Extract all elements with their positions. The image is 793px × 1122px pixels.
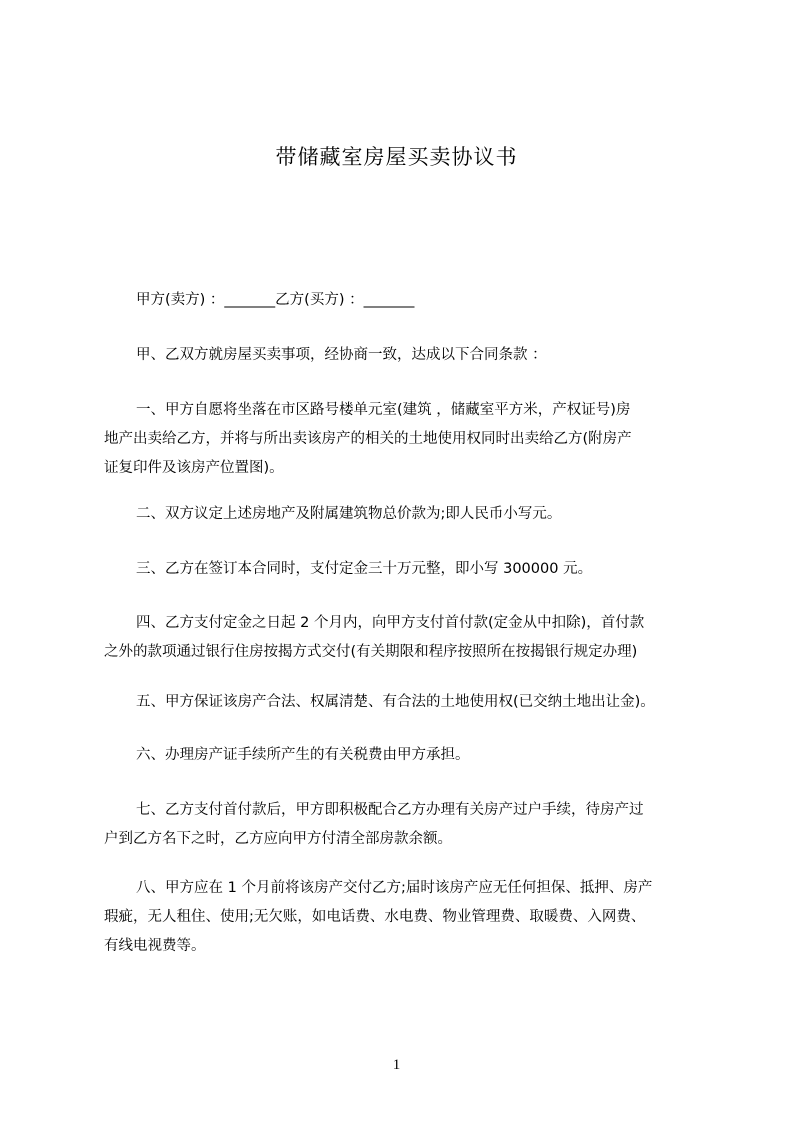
clause-7	[104, 796, 704, 854]
clause-line: 一、甲方自愿将坐落在市区路号楼单元室(建筑 ，储藏室平方米，产权证号)房	[136, 402, 631, 418]
parties-line	[136, 286, 736, 315]
clause-5	[136, 688, 736, 717]
clause-6	[136, 741, 736, 770]
clause-1	[104, 396, 704, 483]
intro-text: 甲、乙双方就房屋买卖事项，经协商一致，达成以下合同条款 ：	[136, 347, 547, 363]
parties-text: 甲方(卖方) ：_______乙方(买方) ：_______	[136, 292, 415, 308]
clause-line: 地产出卖给乙方，并将与所出卖该房产的相关的土地使用权同时出卖给乙方(附房产	[104, 431, 632, 447]
clause-line: 二、双方议定上述房地产及附属建筑物总价款为;即人民币小写元。	[136, 506, 562, 522]
clause-line: 证复印件及该房产位置图)。	[104, 460, 284, 476]
clause-2	[136, 500, 736, 529]
clause-8	[104, 874, 704, 961]
clause-line: 有线电视费等。	[104, 938, 206, 954]
clause-line: 五、甲方保证该房产合法、权属清楚、有合法的土地使用权(已交纳土地出让金)。	[136, 694, 655, 710]
page-number: 1	[392, 1057, 401, 1073]
clause-3	[136, 555, 736, 584]
clause-line: 户到乙方名下之时，乙方应向甲方付清全部房款余额。	[104, 831, 452, 847]
clause-line: 瑕疵，无人租住、使用;无欠账，如电话费、水电费、物业管理费、取暖费、入网费、	[104, 909, 646, 925]
document-title: 带储藏室房屋买卖协议书	[275, 145, 518, 169]
intro-paragraph	[136, 341, 736, 370]
clause-4	[104, 609, 704, 667]
clause-line: 三、乙方在签订本合同时，支付定金三十万元整，即小写 300000 元。	[136, 561, 593, 577]
clause-line: 之外的款项通过银行住房按揭方式交付(有关期限和程序按照所在按揭银行规定办理)	[104, 644, 638, 660]
clause-line: 六、办理房产证手续所产生的有关税费由甲方承担。	[136, 747, 470, 763]
clause-line: 四、乙方支付定金之日起 2 个月内，向甲方支付首付款(定金从中扣除)，首付款	[136, 615, 645, 631]
clause-line: 七、乙方支付首付款后，甲方即积极配合乙方办理有关房产过户手续，待房产过	[136, 802, 644, 818]
clause-line: 八、甲方应在 1 个月前将该房产交付乙方;届时该房产应无任何担保、抵押、房产	[136, 880, 653, 896]
